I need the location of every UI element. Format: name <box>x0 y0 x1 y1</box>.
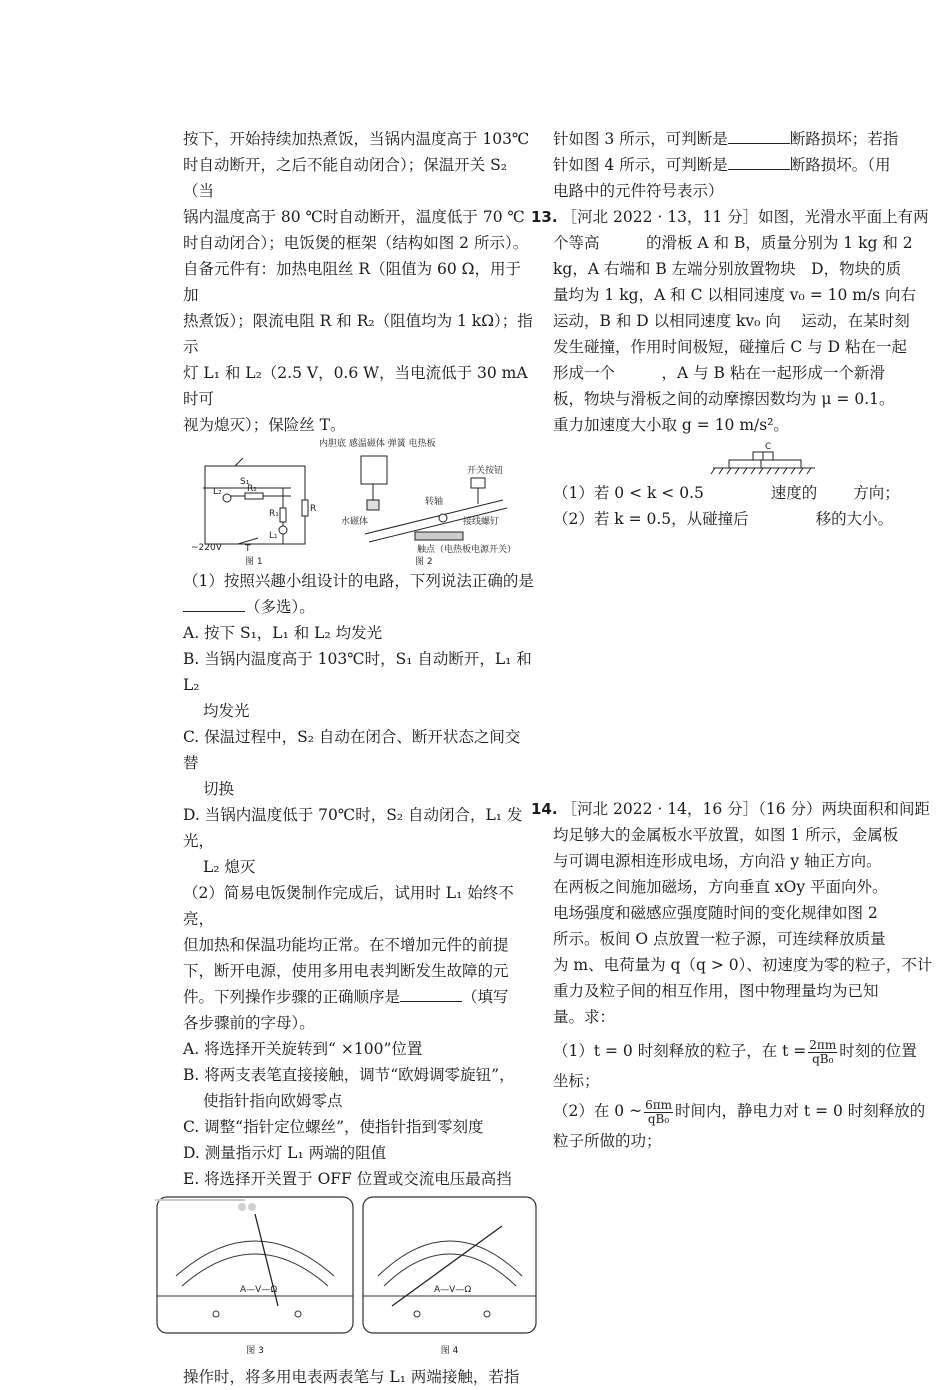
fig2-label: 开关按钮 <box>467 466 504 476</box>
q13-line: 板，物块与滑板之间的动摩擦因数均为 μ = 0.1。 <box>553 390 895 408</box>
q13-sub: （2）若 k = 0.5，从碰撞后 移的大小。 <box>553 510 894 528</box>
fig1-label: T <box>245 544 251 554</box>
left-last-line: 操作时，将多用电表两表笔与 L₁ 两端接触，若指 <box>183 1368 520 1386</box>
q13-line: kg，A 右端和 B 左端分别放置物块 D，物块的质 <box>553 260 902 278</box>
q14-line: 重力及粒子间的相互作用，图中物理量均为已知 <box>553 982 879 1000</box>
intro-line: 灯 L₁ 和 L₂（2.5 V，0.6 W，当电流低于 30 mA 时可 <box>183 364 528 408</box>
fig2-label: 触点（电热板电源开关） <box>417 545 517 555</box>
q14-line: 量。求： <box>553 1008 616 1026</box>
q13-line: 13. ［河北 2022 · 13，11 分］如图，光滑水平面上有两 <box>531 208 929 226</box>
q1-option-c: C. 保温过程中，S₂ 自动在闭合、断开状态之间交替 <box>183 728 521 772</box>
intro-line: 锅内温度高于 80 ℃时自动断开，温度低于 70 ℃ <box>183 208 525 226</box>
q14-line: 在两板之间施加磁场，方向垂直 xOy 平面向外。 <box>553 878 888 896</box>
fig1-label: S₁ <box>240 477 250 487</box>
cont-line: 针如图 3 所示，可判断是 断路损坏；若指 <box>553 130 899 148</box>
fig1-label: R₁ <box>269 509 279 519</box>
q14-line: 所示。板间 O 点放置一粒子源，可连续释放质量 <box>553 930 886 948</box>
q14-line: 均足够大的金属板水平放置，如图 1 所示，金属板 <box>553 826 899 844</box>
q2-line: 但加热和保温功能均正常。在不增加元件的前提 <box>183 936 509 954</box>
answer-blank <box>728 129 790 144</box>
fig2-title: 内胆底 感温磁体 弹簧 电热板 <box>319 439 436 449</box>
fig1-caption: 图 1 <box>245 557 263 567</box>
fig2-label: 水磁体 <box>341 517 369 527</box>
meter-figure-3 <box>156 1196 354 1358</box>
question-number: 14. <box>531 800 558 818</box>
q13-figure-label: C <box>765 442 772 452</box>
q14-sub2: （2）在 0 ~ $\frac{6\pi m}{\text{qB₀}}$ 时间内，静电力对 t = 0 时刻释放的 <box>553 1097 926 1126</box>
question-13 <box>531 204 933 230</box>
q2-line: （2）简易电饭煲制作完成后，试用时 L₁ 始终不亮， <box>183 884 514 928</box>
fraction: $\frac{2\pi m}{\text{qB₀}}$ <box>809 1037 837 1066</box>
q14-sub2-cont: 粒子所做的功； <box>553 1132 662 1150</box>
q13-line: 运动，B 和 D 以相同速度 kv₀ 向 运动，在某时刻 <box>553 312 910 330</box>
fig1-label: R₂ <box>247 484 257 494</box>
q1-option-c-cont: 切换 <box>203 780 235 798</box>
fig1-voltage: ~220V <box>191 543 222 553</box>
cont-line: 针如图 4 所示，可判断是 断路损坏。（用 <box>553 156 891 174</box>
q13-line: 个等高 的滑板 A 和 B，质量分别为 1 kg 和 2 <box>553 234 913 252</box>
q13-line: 发生碰撞，作用时间极短，碰撞后 C 与 D 粘在一起 <box>553 338 907 356</box>
q13-line: 形成一个 ，A 与 B 粘在一起形成一个新滑 <box>553 364 885 382</box>
q13-sub: （1）若 0 < k < 0.5 速度的 方向； <box>553 484 900 502</box>
fig4-caption: 图 4 <box>440 1346 459 1356</box>
q14-line: 与可调电源相连形成电场，方向沿 y 轴正方向。 <box>553 852 882 870</box>
q14-sub1-cont: 坐标； <box>553 1072 600 1090</box>
q2-line: 件。下列操作步骤的正确顺序是 （填写 <box>183 988 509 1006</box>
multimeter-dial-4 <box>362 1196 537 1336</box>
q1-option-b-cont: 均发光 <box>203 702 250 720</box>
fig2-label: 接线螺钉 <box>463 517 500 527</box>
intro-line: 自备元件有：加热电阻丝 R（阻值为 60 Ω，用于加 <box>183 260 522 304</box>
q2-option-e: E. 将选择开关置于 OFF 位置或交流电压最高挡 <box>183 1170 512 1188</box>
q2-line: 下，断开电源，使用多用电表判断发生故障的元 <box>183 962 509 980</box>
answer-blank <box>728 155 790 170</box>
intro-line: 按下，开始持续加热煮饭，当锅内温度高于 103℃ <box>183 130 530 148</box>
q2-option-a: A. 将选择开关旋转到“ ×100”位置 <box>183 1040 423 1058</box>
q1-line: （多选）。 <box>183 594 535 620</box>
intro-line: 时自动闭合）；电饭煲的框架（结构如图 2 所示）。 <box>183 234 529 252</box>
figure-1-2 <box>183 438 535 568</box>
fig2-label: 转轴 <box>425 497 444 507</box>
fig1-label: L₁ <box>269 531 278 541</box>
right-column <box>531 126 933 1154</box>
q1-option-b: B. 当锅内温度高于 103℃时，S₁ 自动断开，L₁ 和 L₂ <box>183 650 532 694</box>
q1-option-d: D. 当锅内温度低于 70℃时，S₂ 自动闭合，L₁ 发光， <box>183 806 523 850</box>
footer-decoration <box>238 1196 268 1204</box>
q1-line: （1）按照兴趣小组设计的电路，下列说法正确的是 <box>183 572 534 590</box>
circuit-diagram <box>203 458 308 544</box>
fraction: $\frac{6\pi m}{\text{qB₀}}$ <box>645 1097 672 1126</box>
question-number: 13. <box>531 208 558 226</box>
q13-line: 重力加速度大小取 g = 10 m/s²。 <box>553 416 789 434</box>
q13-figure <box>553 438 933 480</box>
q2-line: 各步骤前的字母）。 <box>183 1014 315 1032</box>
q14-line: 14. ［河北 2022 · 14，16 分］（16 分）两块面积和间距 <box>531 800 931 818</box>
fig2-caption: 图 2 <box>415 557 433 567</box>
spacer <box>553 532 933 796</box>
q2-option-d: D. 测量指示灯 L₁ 两端的阻值 <box>183 1144 387 1162</box>
intro-line: 时自动断开，之后不能自动闭合）；保温开关 S₂（当 <box>183 156 508 200</box>
cont-line: 电路中的元件符号表示） <box>553 182 724 200</box>
meter-label: A—V—Ω <box>434 1285 472 1295</box>
meter-figures <box>156 1196 535 1358</box>
q2-option-b: B. 将两支表笔直接接触，调节“欧姆调零旋钮”， <box>183 1066 515 1084</box>
answer-blank <box>183 597 245 612</box>
q1-option-d-cont: L₂ 熄灭 <box>203 858 256 876</box>
q14-line: 电场强度和磁感应强度随时间的变化规律如图 2 <box>553 904 878 922</box>
q2-option-c: C. 调整“指针定位螺丝”，使指针指到零刻度 <box>183 1118 484 1136</box>
fig3-caption: 图 3 <box>246 1346 264 1356</box>
q1-option-a: A. 按下 S₁，L₁ 和 L₂ 均发光 <box>183 624 383 642</box>
question-14 <box>531 796 933 822</box>
q14-sub1: （1）t = 0 时刻释放的粒子，在 t = $\frac{2\pi m}{\text{qB₀}}$ 时刻的位置 <box>553 1037 917 1066</box>
meter-label: A—V—Ω <box>240 1285 278 1295</box>
meter-figure-4 <box>362 1196 537 1358</box>
q2-option-b-cont: 使指针指向欧姆零点 <box>203 1092 343 1110</box>
fig1-label: R <box>310 504 317 514</box>
fig1-label: L₂ <box>213 487 222 497</box>
intro-line: 视为熄灭）；保险丝 T。 <box>183 416 346 434</box>
multimeter-dial-3 <box>156 1196 354 1336</box>
answer-blank <box>400 987 462 1002</box>
footer-rule <box>155 1199 245 1201</box>
q14-line: 为 m、电荷量为 q（q > 0）、初速度为零的粒子，不计 <box>553 956 933 974</box>
intro-line: 热煮饭）；限流电阻 R 和 R₂（阻值均为 1 kΩ）；指示 <box>183 312 533 356</box>
q13-line: 量均为 1 kg，A 和 C 以相同速度 v₀ = 10 m/s 向右 <box>553 286 917 304</box>
